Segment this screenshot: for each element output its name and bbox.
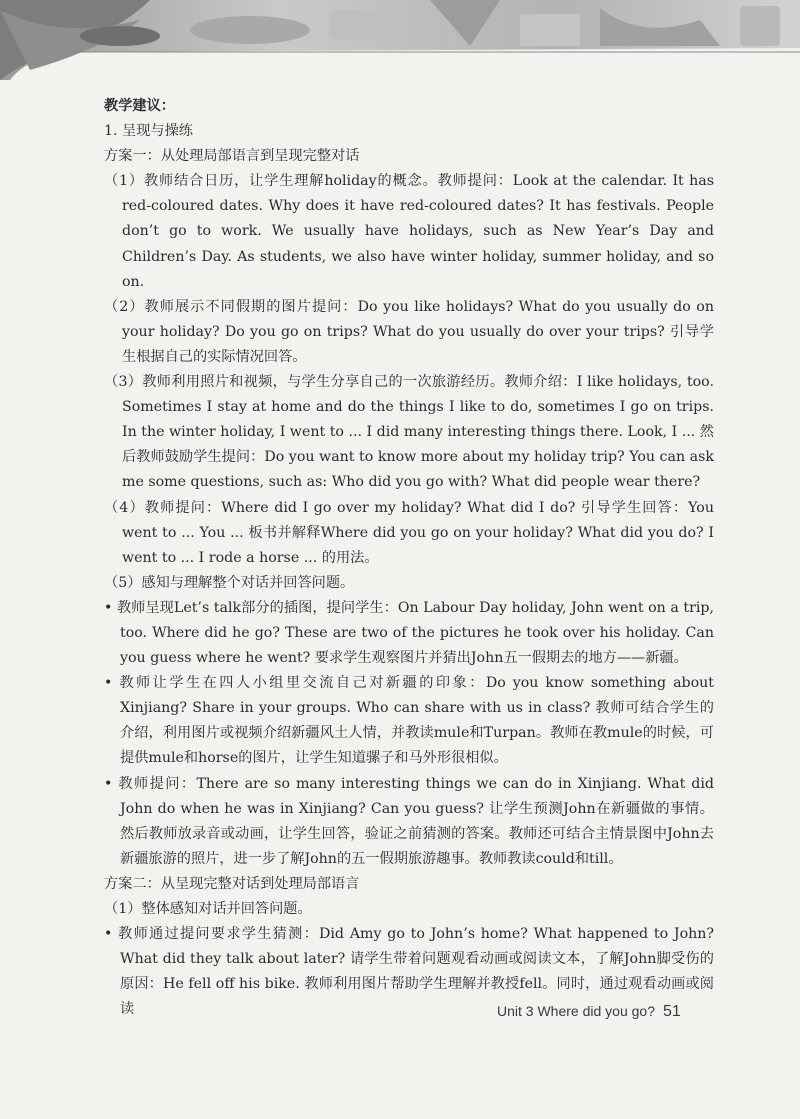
decorative-banner-image — [0, 0, 800, 80]
plan-one-step-4: （4）教师提问：Where did I go over my holiday? What did I do? 引导学生回答：You went to ... You ... 板书并解释Where did you go on your holiday? What did you do? I went to ... I rode a horse ... 的用法。 — [104, 499, 714, 566]
bullet-text: 教师让学生在四人小组里交流自己对新疆的印象：Do you know something about Xinjiang? Share in your groups. Who can share with us in class? 教师可结合学生的介绍，利用图片或视频介绍新疆风土人情，并教读mule和Turpan。教师在教mule的时候，可提供mule和horse的图片，让学生知道骡子和马外形很相似。 — [119, 675, 714, 767]
header-banner — [0, 0, 800, 80]
bullet-item — [104, 671, 714, 771]
page-footer — [497, 1003, 717, 1021]
bullet-dot-icon: • — [104, 599, 117, 616]
bullet-dot-icon: • — [104, 675, 120, 692]
plan-one-step-2: （2）教师展示不同假期的图片提问：Do you like holidays? What do you usually do on your holiday? Do you go on trips? What do you usually do over your trips? 引导学生根据自己的实际情况回答。 — [104, 298, 714, 365]
plan-two-title: 方案二：从呈现完整对话到处理局部语言 — [104, 875, 360, 892]
plan-one-title: 方案一：从处理局部语言到呈现完整对话 — [104, 148, 360, 165]
plan-one-step-1: （1）教师结合日历，让学生理解holiday的概念。教师提问：Look at the calendar. It has red-coloured dates. Why does it have red-coloured dates? It has festivals. People don’t go to work. We usually have holidays, such as New Year’s Day and Children’s Day. As students, we also have winter holiday, summer holiday, and so on. — [104, 173, 714, 290]
bullet-item — [104, 596, 714, 671]
plan-two-step-1: （1）整体感知对话并回答问题。 — [104, 901, 312, 917]
plan-one-step-5: （5）感知与理解整个对话并回答问题。 — [104, 574, 355, 591]
bullet-text: 教师通过提问要求学生猜测：Did Amy go to John’s home? What happened to John? What did they talk about later? 请学生带着问题观看动画或阅读文本，了解John脚受伤的原因：He fell off his bike. 教师利用图片帮助学生理解并教授fell。同时，通过观看动画或阅读 — [118, 926, 714, 1018]
bullet-text: 教师呈现Let’s talk部分的插图，提问学生：On Labour Day holiday, John went on a trip, too. Where did he go? These are two of the pictures he took over his holiday. Can you guess where he went? 要求学生观察图片并猜出John五一假期去的地方——新疆。 — [116, 599, 714, 667]
plan-one-step-3: （3）教师利用照片和视频，与学生分享自己的一次旅游经历。教师介绍：I like holidays, too. Sometimes I stay at home and do the things I like to do, sometimes I go on trips. In the winter holiday, I went to ... I did many interesting things there. Look, I ... 然后教师鼓励学生提问：Do you want to know more about my holiday trip? You can ask me some questions, such as: Who did you go with? What did people wear there? — [104, 374, 714, 491]
bullet-dot-icon: • — [104, 926, 119, 943]
section-heading: 教学建议： — [104, 98, 175, 114]
unit-title: Unit 3 Where did you go? — [497, 1003, 655, 1019]
bullet-dot-icon: • — [104, 775, 119, 792]
section-title: 1. 呈现与操练 — [104, 123, 193, 140]
bullet-text: 教师提问：There are so many interesting things we can do in Xinjiang. What did John do when he was in Xinjiang? Can you guess? 让学生预测John在新疆做的事情。然后教师放录音或动画，让学生回答，验证之前猜测的答案。教师还可结合主情景图中John去新疆旅游的照片，进一步了解John的五一假期旅游趣事。教师教读could和till。 — [118, 775, 714, 867]
bullet-item — [104, 772, 714, 872]
main-content — [104, 94, 714, 1022]
page-number: 51 — [662, 1003, 681, 1020]
